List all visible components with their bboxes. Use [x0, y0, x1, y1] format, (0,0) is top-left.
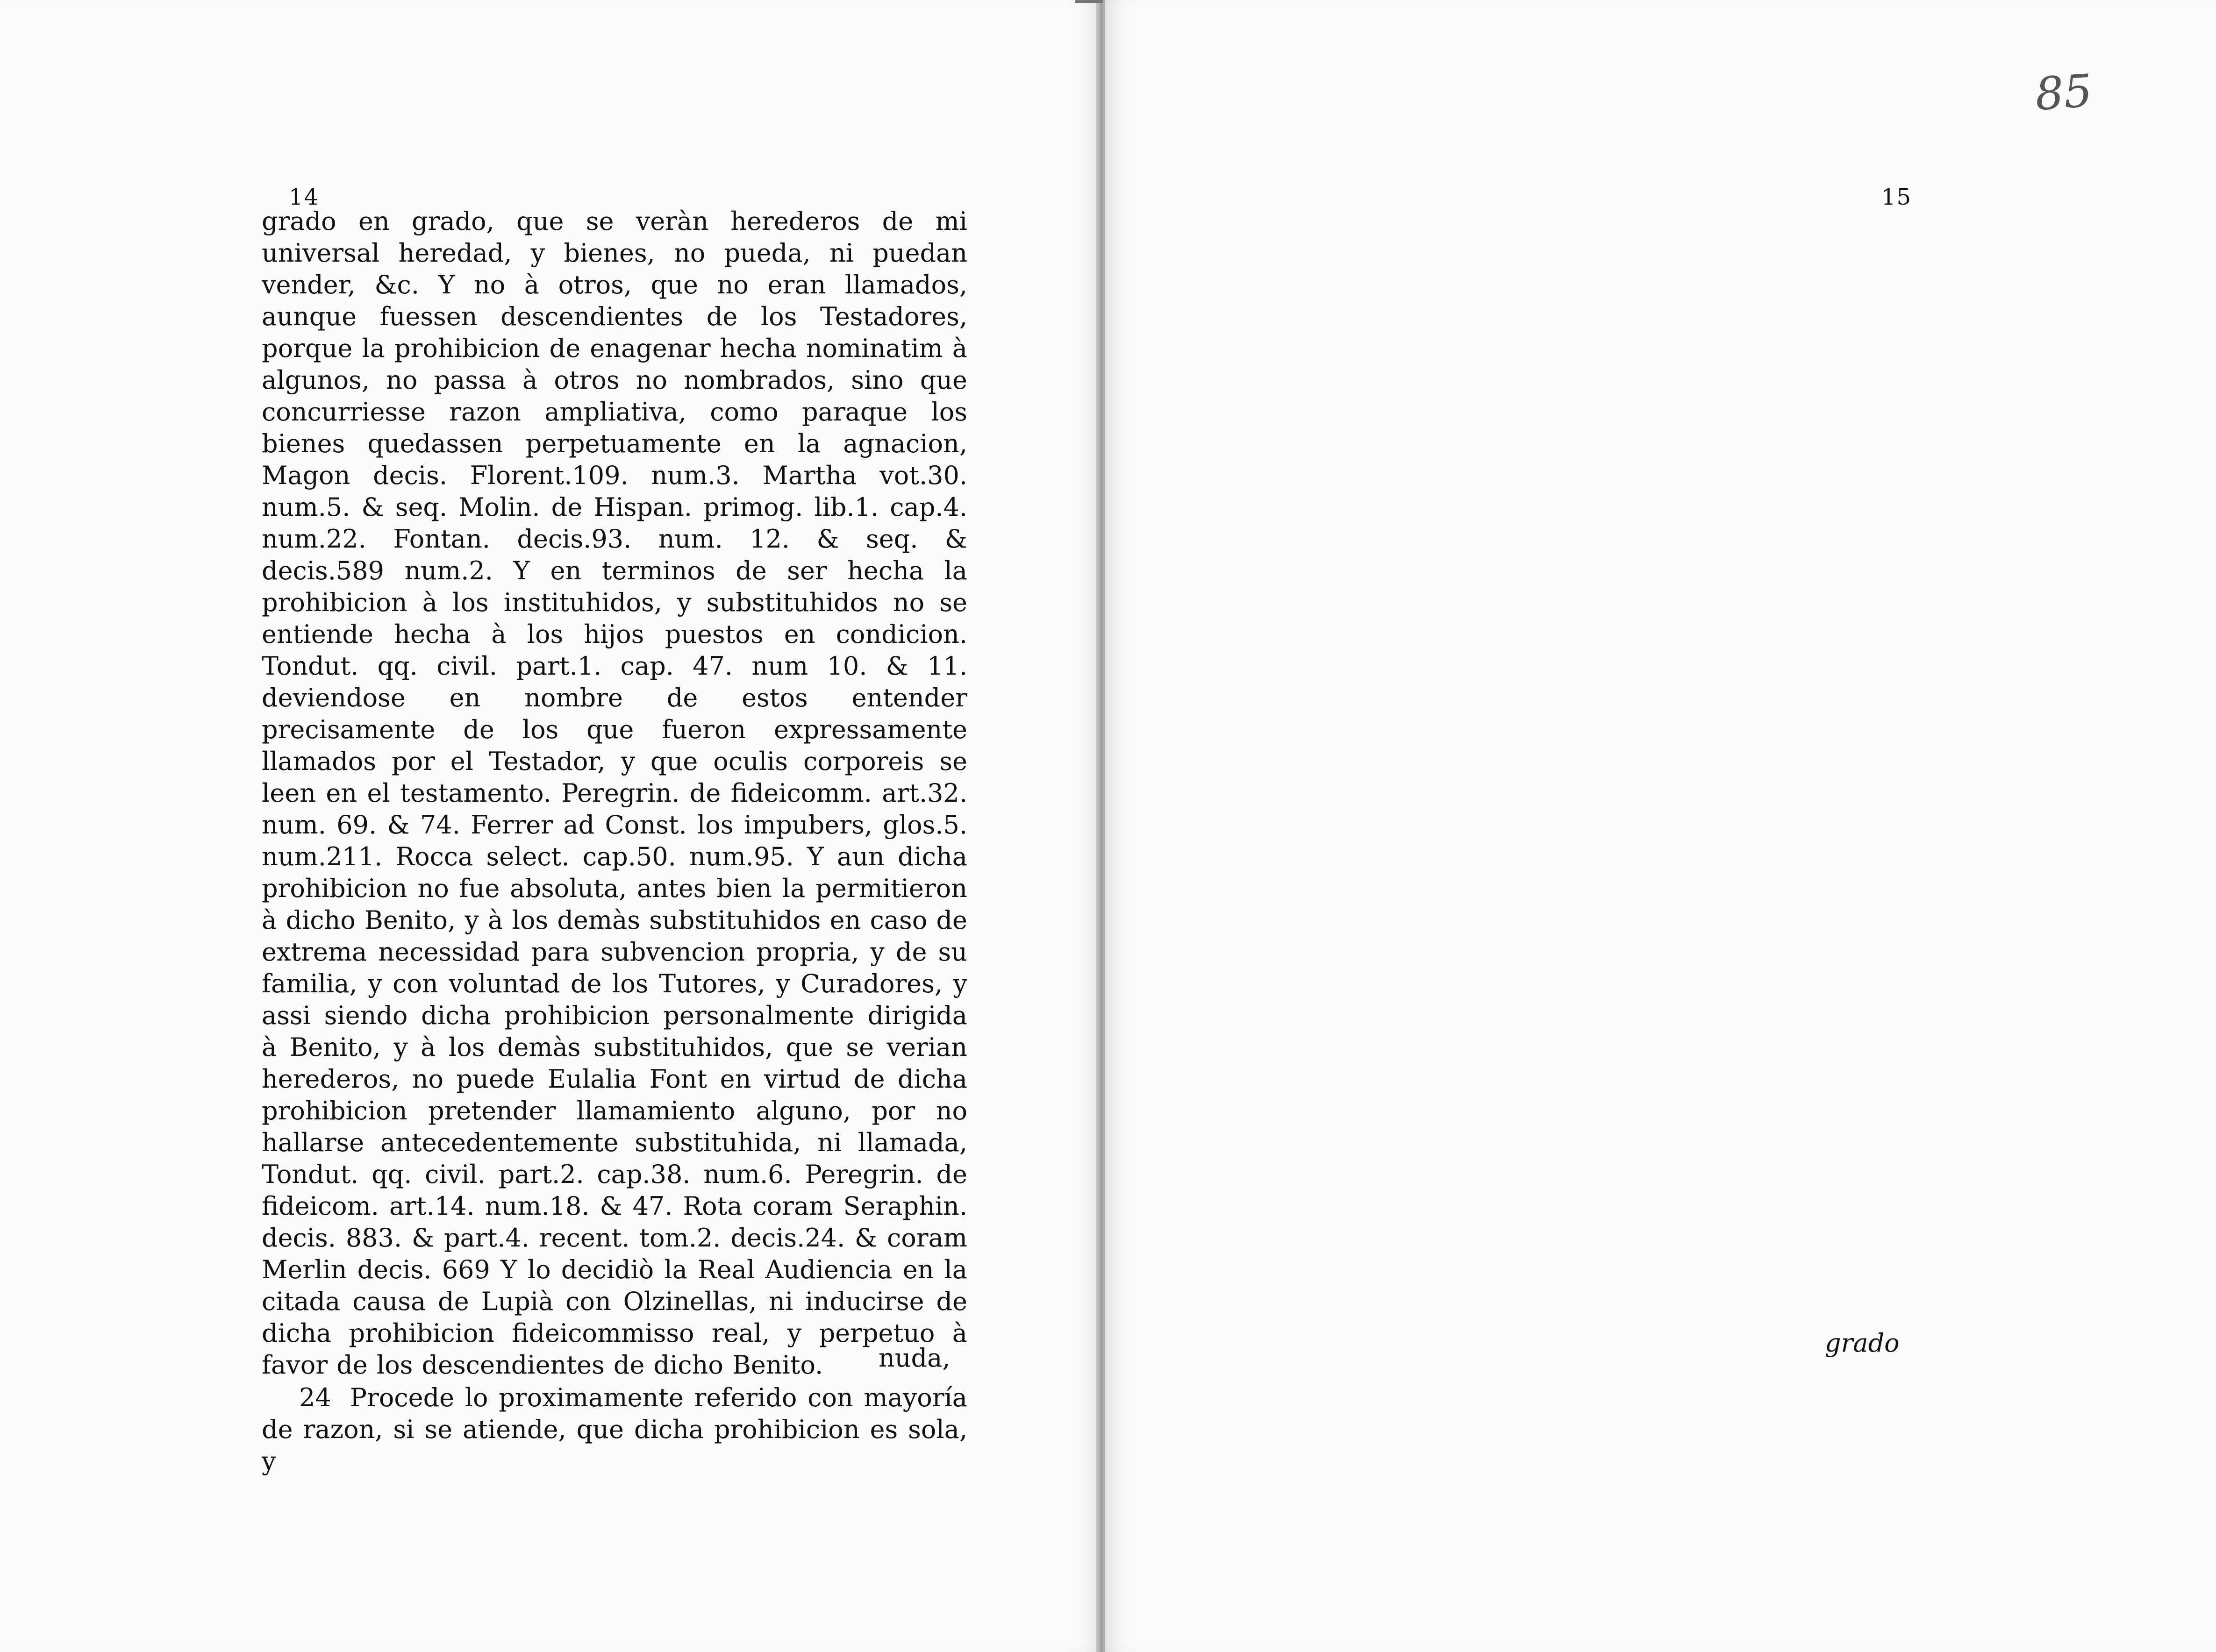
- paragraph: [262, 1382, 967, 1477]
- page-number-right: 15: [1881, 184, 1912, 210]
- binding-mark: [1075, 0, 1103, 3]
- catchword-left: nuda,: [879, 1343, 951, 1373]
- right-page: [1105, 0, 2216, 1652]
- paragraph: [262, 206, 967, 1381]
- page-number-left: 14: [289, 184, 320, 210]
- left-page: [0, 0, 1101, 1652]
- paragraph-text: Procede lo proximamente referido con mayoría de razon, si se atiende, que dicha prohibicion es sola, y: [262, 1383, 967, 1476]
- left-page-text: [262, 206, 967, 1477]
- catchword-right: grado: [1825, 1328, 1900, 1358]
- handwritten-folio-number: 85: [2033, 64, 2094, 121]
- paragraph-text: grado en grado, que se veràn herederos de mi universal heredad, y bienes, no pueda, ni puedan vender, &c. Y no à otros, que no eran llamados, aunque fuessen descendientes de los Testadores, porque la prohibicion de enagenar hecha nominatim à algunos, no passa à otros no nombrados, sino que concurriesse razon ampliativa, como paraque los bienes quedassen perpetuamente en la agnacion, Magon decis. Florent.109. num.3. Martha vot.30. num.5. & seq. Molin. de Hispan. primog. lib.1. cap.4. num.22. Fontan. decis.93. num. 12. & seq. & decis.589 num.2. Y en terminos de ser hecha la prohibicion à los instituhidos, y substituhidos no se entiende hecha à los hijos puestos en condicion. Tondut. qq. civil. part.1. cap. 47. num 10. & 11. deviendose en nombre de estos entender precisamente de los que fueron expressamente llamados por el Testador, y que oculis corporeis se leen en el testamento. Peregrin. de fideicomm. art.32. num. 69. & 74. Ferrer ad Const. los impubers, glos.5. num.211. Rocca select. cap.50. num.95. Y aun dicha prohibicion no fue absoluta, antes bien la permitieron à dicho Benito, y à los demàs substituhidos en caso de extrema necessidad para subvencion propria, y de su familia, y con voluntad de los Tutores, y Curadores, y assi siendo dicha prohibicion personalmente dirigida à Benito, y à los demàs substituhidos, que se verian herederos, no puede Eulalia Font en virtud de dicha prohibicion pretender llamamiento alguno, por no hallarse antecedentemente substituhida, ni llamada, Tondut. qq. civil. part.2. cap.38. num.6. Peregrin. de fideicom. art.14. num.18. & 47. Rota coram Seraphin. decis. 883. & part.4. recent. tom.2. decis.24. & coram Merlin decis. 669 Y lo decidiò la Real Audiencia en la citada causa de Lupià con Olzinellas, ni inducirse de dicha prohibicion fideicommisso real, y perpetuo à favor de los descendientes de dicho Benito.: [262, 206, 967, 1380]
- paragraph-number: 24: [299, 1383, 331, 1412]
